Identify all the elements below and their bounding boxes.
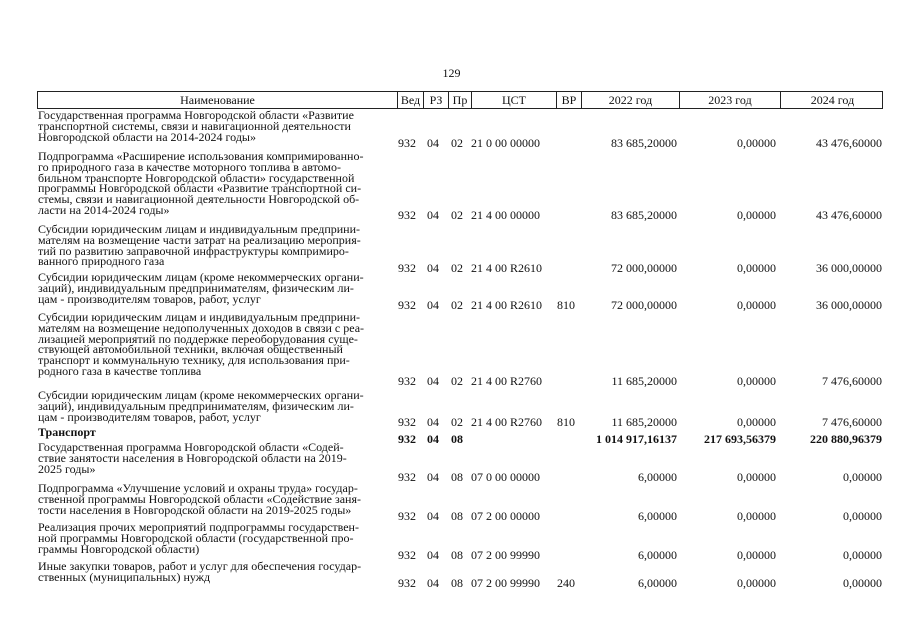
row-pr: 08: [451, 576, 463, 590]
row-value-2024: 0,00000: [843, 509, 882, 523]
header-rz: РЗ: [423, 92, 448, 109]
row-ved: 932: [398, 432, 416, 446]
row-rz: 04: [427, 298, 439, 312]
row-name: Государственная программа Новгородской области «Содей- ствие занятости населения в Новгородской области на 2019- 2025 годы»: [38, 440, 347, 476]
row-ved: 932: [398, 470, 416, 484]
row-pr: 02: [451, 261, 463, 275]
header-2022: 2022 год: [581, 92, 679, 109]
row-value-2022: 1 014 917,16137: [596, 432, 677, 446]
row-rz: 04: [427, 432, 439, 446]
row-name: Реализация прочих мероприятий подпрограммы государствен- ной программы Новгородской области (государственной про- граммы Новгородской области): [38, 520, 359, 556]
row-name: Иные закупки товаров, работ и услуг для обеспечения государ- ственных (муниципальных) нужд: [38, 559, 362, 584]
row-value-2024: 36 000,00000: [816, 261, 882, 275]
header-2024: 2024 год: [780, 92, 884, 109]
row-value-2024: 220 880,96379: [810, 432, 882, 446]
row-rz: 04: [427, 548, 439, 562]
row-value-2022: 83 685,20000: [611, 208, 677, 222]
header-pr: Пр: [448, 92, 471, 109]
row-value-2023: 0,00000: [737, 548, 776, 562]
header-2023: 2023 год: [679, 92, 780, 109]
row-cst: 21 4 00 00000: [471, 208, 540, 222]
row-ved: 932: [398, 374, 416, 388]
row-cst: 07 2 00 00000: [471, 509, 540, 523]
row-value-2024: 7 476,60000: [822, 415, 882, 429]
row-pr: 02: [451, 374, 463, 388]
header-vr: ВР: [556, 92, 581, 109]
row-pr: 08: [451, 509, 463, 523]
row-cst: 07 2 00 99990: [471, 548, 540, 562]
row-ved: 932: [398, 298, 416, 312]
row-rz: 04: [427, 261, 439, 275]
row-pr: 02: [451, 298, 463, 312]
row-cst: 21 4 00 R2610: [471, 261, 543, 275]
row-value-2024: 43 476,60000: [816, 136, 882, 150]
row-name: Субсидии юридическим лицам и индивидуальным предприни- мателям на возмещение части затрат на реализацию мероприя- тий по развитию заправочной инфраструктуры компримиро- ванного природного газа: [38, 222, 361, 269]
header-ved: Вед: [397, 92, 423, 109]
row-pr: 08: [451, 432, 463, 446]
row-value-2022: 11 685,20000: [611, 374, 677, 388]
row-value-2024: 43 476,60000: [816, 208, 882, 222]
row-value-2022: 11 685,20000: [611, 415, 677, 429]
row-ved: 932: [398, 576, 416, 590]
row-value-2022: 83 685,20000: [611, 136, 677, 150]
row-vr: 810: [557, 415, 575, 429]
row-cst: 07 2 00 99990: [471, 576, 540, 590]
row-ved: 932: [398, 415, 416, 429]
row-value-2024: 0,00000: [843, 470, 882, 484]
row-value-2023: 0,00000: [737, 470, 776, 484]
row-cst: 07 0 00 00000: [471, 470, 540, 484]
row-vr: 810: [557, 298, 575, 312]
row-rz: 04: [427, 374, 439, 388]
row-pr: 02: [451, 136, 463, 150]
header-name: Наименование: [180, 93, 255, 107]
row-value-2023: 0,00000: [737, 415, 776, 429]
row-rz: 04: [427, 576, 439, 590]
row-value-2023: 0,00000: [737, 298, 776, 312]
row-pr: 02: [451, 208, 463, 222]
row-value-2023: 217 693,56379: [704, 432, 776, 446]
row-rz: 04: [427, 509, 439, 523]
row-value-2022: 6,00000: [638, 576, 677, 590]
row-value-2022: 6,00000: [638, 548, 677, 562]
row-value-2023: 0,00000: [737, 509, 776, 523]
row-value-2022: 72 000,00000: [611, 261, 677, 275]
row-name: Государственная программа Новгородской области «Развитие транспортной системы, связи и навигационной деятельности Новгородской области на 2014-2024 годы»: [38, 108, 354, 144]
row-value-2022: 6,00000: [638, 470, 677, 484]
row-value-2024: 36 000,00000: [816, 298, 882, 312]
row-value-2022: 6,00000: [638, 509, 677, 523]
header-cst: ЦСТ: [471, 92, 556, 109]
row-vr: 240: [557, 576, 575, 590]
row-rz: 04: [427, 208, 439, 222]
row-rz: 04: [427, 470, 439, 484]
row-name: Подпрограмма «Расширение использования компримированно- го природного газа в качестве моторного топлива в автомо- бильном транспорте Новгородской области» государственной программы Новгородской области «Развитие транспортной си- стемы, связи и навигационной деятельности Новгородской об- ласти на 2014-2024 годы»: [38, 149, 364, 217]
row-cst: 21 0 00 00000: [471, 136, 540, 150]
row-cst: 21 4 00 R2610: [471, 298, 543, 312]
row-name: Транспорт: [38, 425, 96, 439]
row-ved: 932: [398, 509, 416, 523]
row-value-2024: 7 476,60000: [822, 374, 882, 388]
row-value-2023: 0,00000: [737, 576, 776, 590]
row-pr: 08: [451, 548, 463, 562]
row-ved: 932: [398, 208, 416, 222]
row-ved: 932: [398, 136, 416, 150]
row-value-2022: 72 000,00000: [611, 298, 677, 312]
row-ved: 932: [398, 261, 416, 275]
table-header: [37, 91, 883, 109]
row-name: Субсидии юридическим лицам и индивидуальным предприни- мателям на возмещение недополученных доходов в связи с реа- лизацией мероприятий по поддержке переоборудования суще- ствующей автомобильной техники, включая общественный транспорт и коммунальную технику, для использования при- родного газа в качестве топлива: [38, 310, 365, 378]
row-value-2023: 0,00000: [737, 374, 776, 388]
row-name: Субсидии юридическим лицам (кроме некоммерческих органи- заций), индивидуальным предпринимателям, физическим ли- цам - производителям товаров, работ, услуг: [38, 388, 364, 424]
row-pr: 02: [451, 415, 463, 429]
row-name: Подпрограмма «Улучшение условий и охраны труда» государ- ственной программы Новгородской области «Содействие заня- тости населения в Новгородской области на 2019-2025 годы»: [38, 481, 361, 517]
row-rz: 04: [427, 415, 439, 429]
row-pr: 08: [451, 470, 463, 484]
row-value-2024: 0,00000: [843, 548, 882, 562]
row-name: Субсидии юридическим лицам (кроме некоммерческих органи- заций), индивидуальным предпринимателям, физическим ли- цам - производителям товаров, работ, услуг: [38, 270, 364, 306]
row-value-2023: 0,00000: [737, 261, 776, 275]
row-cst: 21 4 00 R2760: [471, 374, 543, 388]
row-value-2023: 0,00000: [737, 136, 776, 150]
row-rz: 04: [427, 136, 439, 150]
row-value-2023: 0,00000: [737, 208, 776, 222]
row-ved: 932: [398, 548, 416, 562]
page-number: 129: [442, 66, 461, 80]
row-cst: 21 4 00 R2760: [471, 415, 543, 429]
row-value-2024: 0,00000: [843, 576, 882, 590]
